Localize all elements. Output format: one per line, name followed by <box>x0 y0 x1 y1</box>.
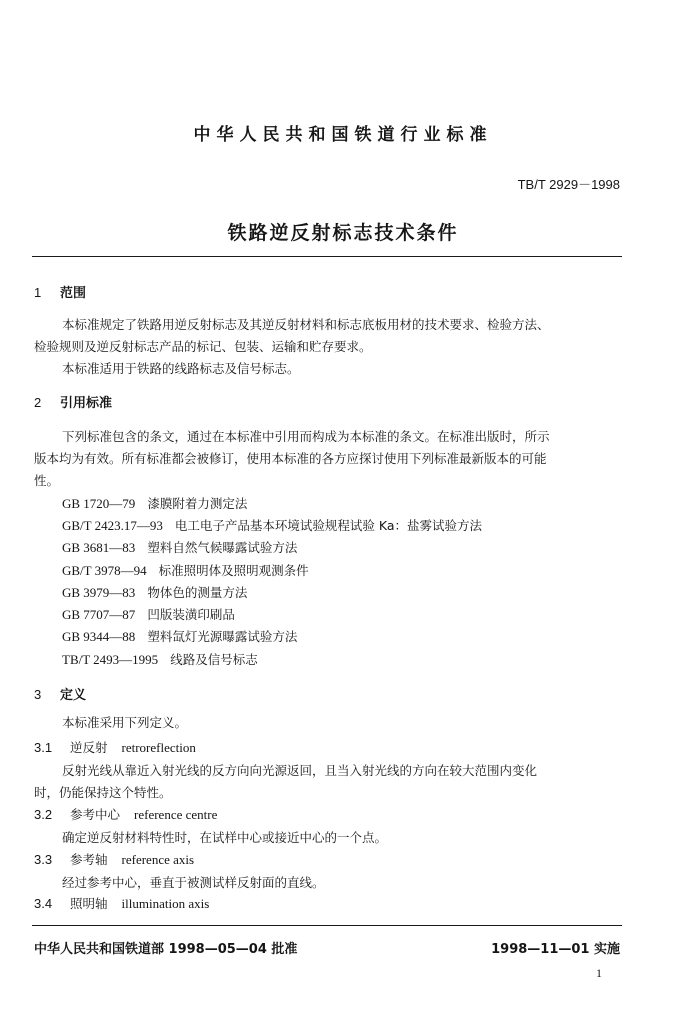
definition-term: 逆反射 <box>70 740 108 755</box>
reference-name: 漆膜附着力测定法 <box>147 496 248 511</box>
approval-line: 中华人民共和国铁道部 1998—05—04 批准 <box>34 942 298 957</box>
section-number: 1 <box>34 285 42 300</box>
paragraph-line: 反射光线从靠近入射光线的反方向向光源返回，且当入射光线的方向在较大范围内变化 <box>62 763 538 778</box>
section-2-heading <box>34 392 112 411</box>
definition-heading <box>34 805 217 823</box>
reference-name: 塑料氙灯光源曝露试验方法 <box>147 629 298 644</box>
section-title: 范围 <box>60 286 87 301</box>
reference-code: GB 9344—88 <box>62 629 136 644</box>
reference-code: GB/T 2423.17—93 <box>62 518 163 533</box>
paragraph-line: 检验规则及逆反射标志产品的标记、包装、运输和贮存要求。 <box>34 339 372 354</box>
reference-item <box>62 516 482 534</box>
definition-number: 3.4 <box>34 896 53 911</box>
implementation-date: 1998—11—01 实施 <box>491 942 620 957</box>
reference-name: 电工电子产品基本环境试验规程试验 Ka：盐雾试验方法 <box>174 518 483 533</box>
reference-name: 凹版装潢印刷品 <box>147 607 235 622</box>
paragraph-line: 经过参考中心，垂直于被测试样反射面的直线。 <box>62 875 325 890</box>
paragraph-line: 确定逆反射材料特性时，在试样中心或接近中心的一个点。 <box>62 830 388 845</box>
reference-code: TB/T 2493—1995 <box>62 652 159 667</box>
definition-heading <box>34 738 196 756</box>
reference-name: 塑料自然气候曝露试验方法 <box>147 540 298 555</box>
definition-heading <box>34 894 209 912</box>
section-3-heading <box>34 684 86 703</box>
definition-number: 3.3 <box>34 852 53 867</box>
definition-term: 参考轴 <box>70 852 108 867</box>
definition-english: retroreflection <box>121 740 196 755</box>
reference-name: 物体色的测量方法 <box>147 585 248 600</box>
page-number: 1 <box>596 966 602 980</box>
reference-item <box>62 650 258 668</box>
paragraph-line: 性。 <box>34 473 60 488</box>
reference-item <box>62 561 309 579</box>
section-number: 3 <box>34 687 42 702</box>
reference-item <box>62 627 297 645</box>
section-number: 2 <box>34 395 42 410</box>
paragraph-line: 下列标准包含的条文，通过在本标准中引用而构成为本标准的条文。在标准出版时，所示 <box>62 429 550 444</box>
definition-english: reference centre <box>134 807 218 822</box>
reference-item <box>62 605 235 623</box>
paragraph-line: 时，仍能保持这个特性。 <box>34 785 172 800</box>
reference-name: 线路及信号标志 <box>170 652 258 667</box>
reference-item <box>62 538 297 556</box>
section-title: 定义 <box>60 688 87 703</box>
section-title: 引用标准 <box>60 396 113 411</box>
definition-english: reference axis <box>121 852 195 867</box>
reference-name: 标准照明体及照明观测条件 <box>158 563 309 578</box>
document-title: 铁路逆反射标志技术条件 <box>227 222 459 244</box>
paragraph-line: 本标准规定了铁路用逆反射标志及其逆反射材料和标志底板用材的技术要求、检验方法、 <box>62 317 550 332</box>
definition-number: 3.1 <box>34 740 53 755</box>
reference-code: GB 1720—79 <box>62 496 136 511</box>
paragraph-line: 本标准采用下列定义。 <box>62 715 188 730</box>
reference-item <box>62 583 247 601</box>
paragraph-line: 版本均为有效。所有标准都会被修订，使用本标准的各方应探讨使用下列标准最新版本的可能 <box>34 451 547 466</box>
reference-code: GB 3979—83 <box>62 585 136 600</box>
definition-english: illumination axis <box>121 896 210 911</box>
definition-term: 参考中心 <box>70 807 121 822</box>
reference-code: GB/T 3978—94 <box>62 563 147 578</box>
definition-term: 照明轴 <box>70 896 108 911</box>
definition-heading <box>34 850 194 868</box>
reference-code: GB 7707—87 <box>62 607 136 622</box>
paragraph-line: 本标准适用于铁路的线路标志及信号标志。 <box>62 361 300 376</box>
footer-divider <box>32 925 622 926</box>
reference-item <box>62 494 247 512</box>
reference-code: GB 3681—83 <box>62 540 136 555</box>
section-1-heading <box>34 282 86 301</box>
header-divider <box>32 256 622 257</box>
standard-code: TB/T 2929－1998 <box>517 177 620 192</box>
definition-number: 3.2 <box>34 807 53 822</box>
industry-title: 中华人民共和国铁道行业标准 <box>193 125 493 145</box>
